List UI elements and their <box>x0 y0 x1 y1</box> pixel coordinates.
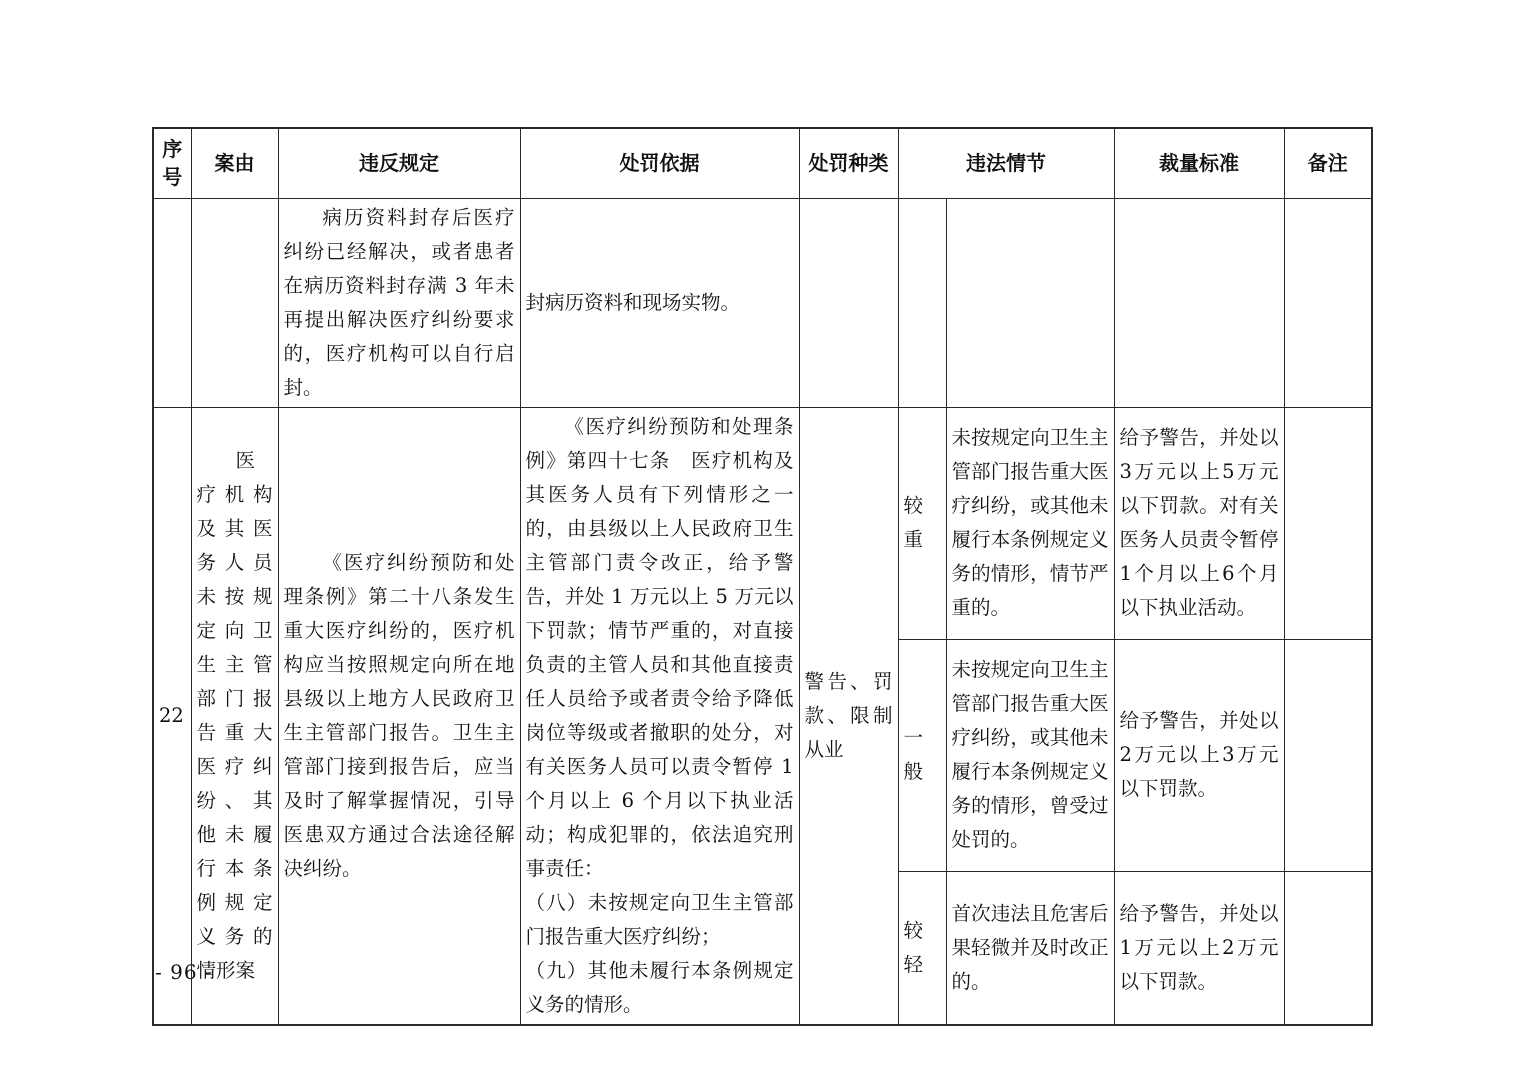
header-row <box>153 128 1372 198</box>
remarks-severe-cell <box>1284 407 1372 639</box>
discretion-severe: 给予警告，并处以3万元以上5万元以下罚款。对有关医务人员责令暂停1个月以上6个月以下执业活动。 <box>1114 407 1284 639</box>
cont-violation-cell: 病历资料封存后医疗纠纷已经解决，或者患者在病历资料封存满 3 年未再提出解决医疗纠纷要求的，医疗机构可以自行启封。 <box>278 198 520 407</box>
severity-label-severe: 较重 <box>898 407 946 639</box>
header-cause: 案由 <box>191 128 278 198</box>
circumstance-light: 首次违法且危害后果轻微并及时改正的。 <box>946 871 1114 1024</box>
remarks-light-cell <box>1284 871 1372 1024</box>
circumstance-general: 未按规定向卫生主管部门报告重大医疗纠纷，或其他未履行本条例规定义务的情形，曾受过处罚的。 <box>946 639 1114 871</box>
severity-label-general: 一般 <box>898 639 946 871</box>
header-remarks: 备注 <box>1284 128 1372 198</box>
continuation-row <box>153 198 1372 407</box>
row22-violation-cell: 《医疗纠纷预防和处理条例》第二十八条发生重大医疗纠纷的，医疗机构应当按照规定向所在地县级以上地方人民政府卫生主管部门报告。卫生主管部门接到报告后，应当及时了解掌握情况，引导医患双方通过合法途径解决纠纷。 <box>278 407 520 1025</box>
cont-severity-cell <box>898 198 946 407</box>
row22-penalty-basis-cell <box>520 407 799 1025</box>
row22-cause-cell: 医疗机构及其医务人员未按规定向卫生主管部门报告重大医疗纠纷、其他未履行本条例规定义务的情形案 <box>191 407 278 1025</box>
row22-penalty-type-cell: 警告、罚款、限制从业 <box>799 407 898 1025</box>
cont-penalty-type-cell <box>799 198 898 407</box>
cont-circumstance-cell <box>946 198 1114 407</box>
header-violation: 违反规定 <box>278 128 520 198</box>
penalty-table <box>152 127 1373 1026</box>
severity-label-light: 较轻 <box>898 871 946 1024</box>
cont-discretion-cell <box>1114 198 1284 407</box>
header-circumstances: 违法情节 <box>898 128 1114 198</box>
penalty-table-container <box>152 127 1371 1026</box>
penalty-basis-item-9: （九）其他未履行本条例规定义务的情形。 <box>525 958 794 1016</box>
remarks-general-cell <box>1284 639 1372 871</box>
header-discretion: 裁量标准 <box>1114 128 1284 198</box>
penalty-basis-item-8: （八）未按规定向卫生主管部门报告重大医疗纠纷； <box>525 890 794 948</box>
circumstance-severe: 未按规定向卫生主管部门报告重大医疗纠纷，或其他未履行本条例规定义务的情形，情节严重的。 <box>946 407 1114 639</box>
cont-seq-cell <box>153 198 191 407</box>
header-penalty-basis: 处罚依据 <box>520 128 799 198</box>
cont-remarks-cell <box>1284 198 1372 407</box>
row22-seq-cell: 22 <box>153 407 191 1025</box>
header-seq: 序号 <box>153 128 191 198</box>
cont-cause-cell <box>191 198 278 407</box>
discretion-light: 给予警告，并处以1万元以上2万元以下罚款。 <box>1114 871 1284 1024</box>
row-22-subrow-severe <box>153 407 1372 639</box>
page-number: - 96 - <box>155 960 213 984</box>
header-penalty-type: 处罚种类 <box>799 128 898 198</box>
cont-penalty-basis-cell: 封病历资料和现场实物。 <box>520 198 799 407</box>
discretion-general: 给予警告，并处以2万元以上3万元以下罚款。 <box>1114 639 1284 871</box>
penalty-basis-paragraph: 《医疗纠纷预防和处理条例》第四十七条 医疗机构及其医务人员有下列情形之一的，由县级以上人民政府卫生主管部门责令改正，给予警告，并处 1 万元以上 5 万元以下罚款；情节严重的，对直接负责的主管人员和其他直接责任人员给予或者责令给予降低岗位等级或者撤职的处分，对有关医务人员可以责令暂停 1 个月以上 6 个月以下执业活动；构成犯罪的，依法追究刑事责任： <box>525 414 794 880</box>
